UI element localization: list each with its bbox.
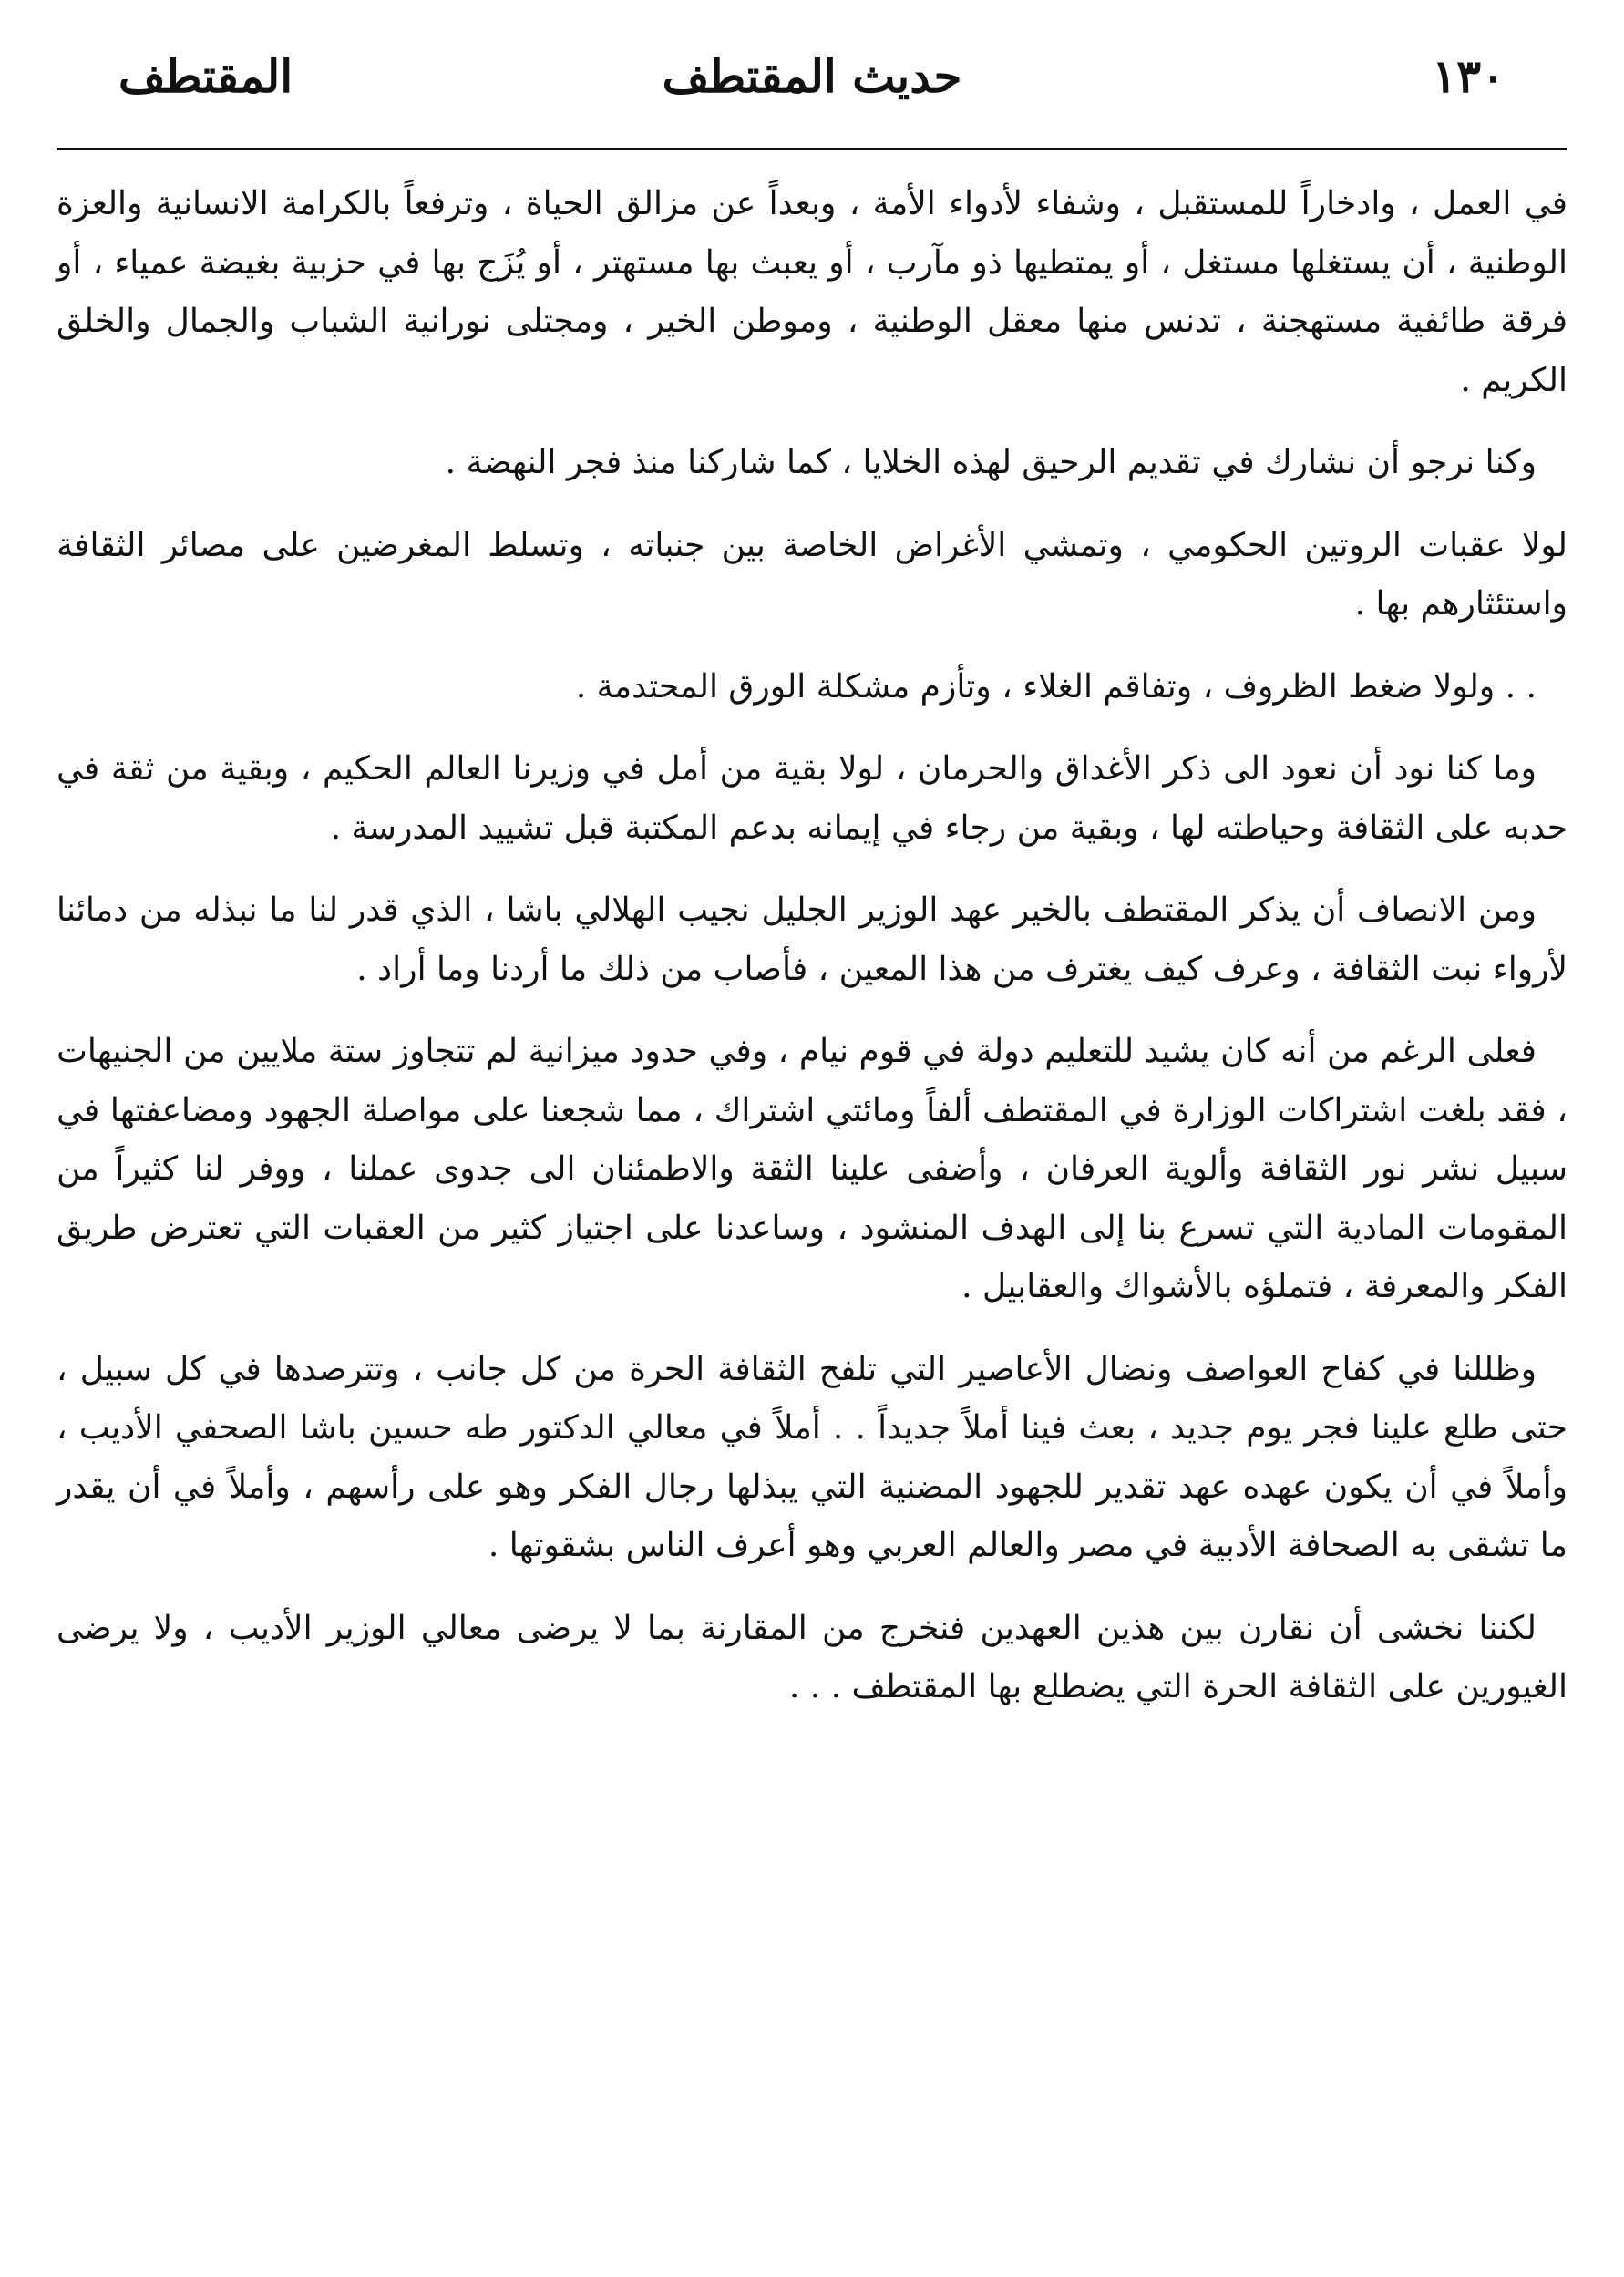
paragraph: وظللنا في كفاح العواصف ونضال الأعاصير التي تلفح الثقافة الحرة من كل جانب ، وتترصدها في كل سبيل ، حتى طلع علينا فجر يوم جديد ، بعث فينا أملاً جديداً . . أملاً في معالي الدكتور طه حسين باشا الصحفي الأديب ، وأملاً في أن يكون عهده عهد تقدير للجهود المضنية التي يبذلها رجال الفكر وهو على رأسهم ، وأملاً في أن يقدر ما تشقى به الصحافة الأدبية في مصر والعالم العربي وهو أعرف الناس بشقوتها . — [57, 1350, 1567, 1564]
paragraph: فعلى الرغم من أنه كان يشيد للتعليم دولة في قوم نيام ، وفي حدود ميزانية لم تتجاوز ستة ملايين من الجنيهات ، فقد بلغت اشتراكات الوزارة في المقتطف ألفاً ومائتي اشتراك ، مما شجعنا على مواصلة الجهود ومضاعفتها في سبيل نشر نور الثقافة وألوية العرفان ، وأضفى علينا الثقة والاطمئنان الى جدوى عملنا ، ووفر لنا كثيراً من المقومات المادية التي تسرع بنا إلى الهدف المنشود ، وساعدنا على اجتياز كثير من العقبات التي تعترض طريق الفكر والمعرفة ، فتملؤه بالأشواك والعقابيل . — [57, 1033, 1568, 1305]
paragraph: في العمل ، وادخاراً للمستقبل ، وشفاء لأدواء الأمة ، وبعداً عن مزالق الحياة ، وترفعاً بالكرامة الانسانية والعزة الوطنية ، أن يستغلها مستغل ، أو يمتطيها ذو مآرب ، أو يعبث بها مستهتر ، أو يُزَج بها في حزبية بغيضة عمياء ، أو فرقة طائفية مستهجنة ، تدنس منها معقل الوطنية ، وموطن الخير ، ومجتلى نورانية الشباب والجمال والخلق الكريم . — [57, 185, 1568, 399]
paragraph: . . ولولا ضغط الظروف ، وتفاقم الغلاء ، وتأزم مشكلة الورق المحتدمة . — [575, 667, 1537, 706]
paragraph: لولا عقبات الروتين الحكومي ، وتمشي الأغراض الخاصة بين جنباته ، وتسلط المغرضين على مصائر الثقافة واستئثارهم بها . — [57, 526, 1567, 623]
journal-name: المقتطف — [118, 49, 293, 103]
header-rule — [57, 148, 1567, 150]
running-title: حديث المقتطف — [662, 49, 962, 103]
paragraph: لكننا نخشى أن نقارن بين هذين العهدين فنخرج من المقارنة بما لا يرضى معالي الوزير الأديب ، ولا يرضى الغيورين على الثقافة الحرة التي يضطلع بها المقتطف . . . — [57, 1609, 1567, 1705]
page-header — [118, 40, 1506, 113]
page-number: ١٣٠ — [1432, 49, 1506, 103]
paragraph: وما كنا نود أن نعود الى ذكر الأغداق والحرمان ، لولا بقية من أمل في وزيرنا العالم الحكيم ، وبقية من ثقة في حدبه على الثقافة وحياطته لها ، وبقية من رجاء في إيمانه بدعم المكتبة قبل تشييد المدرسة . — [57, 750, 1567, 847]
article-body — [57, 175, 1567, 1741]
paragraph: وكنا نرجو أن نشارك في تقديم الرحيق لهذه الخلايا ، كما شاركنا منذ فجر النهضة . — [445, 444, 1537, 481]
paragraph: ومن الانصاف أن يذكر المقتطف بالخير عهد الوزير الجليل نجيب الهلالي باشا ، الذي قدر لنا ما نبذله من دمائنا لأرواء نبت الثقافة ، وعرف كيف يغترف من هذا المعين ، فأصاب من ذلك ما أردنا وما أراد . — [57, 891, 1567, 988]
